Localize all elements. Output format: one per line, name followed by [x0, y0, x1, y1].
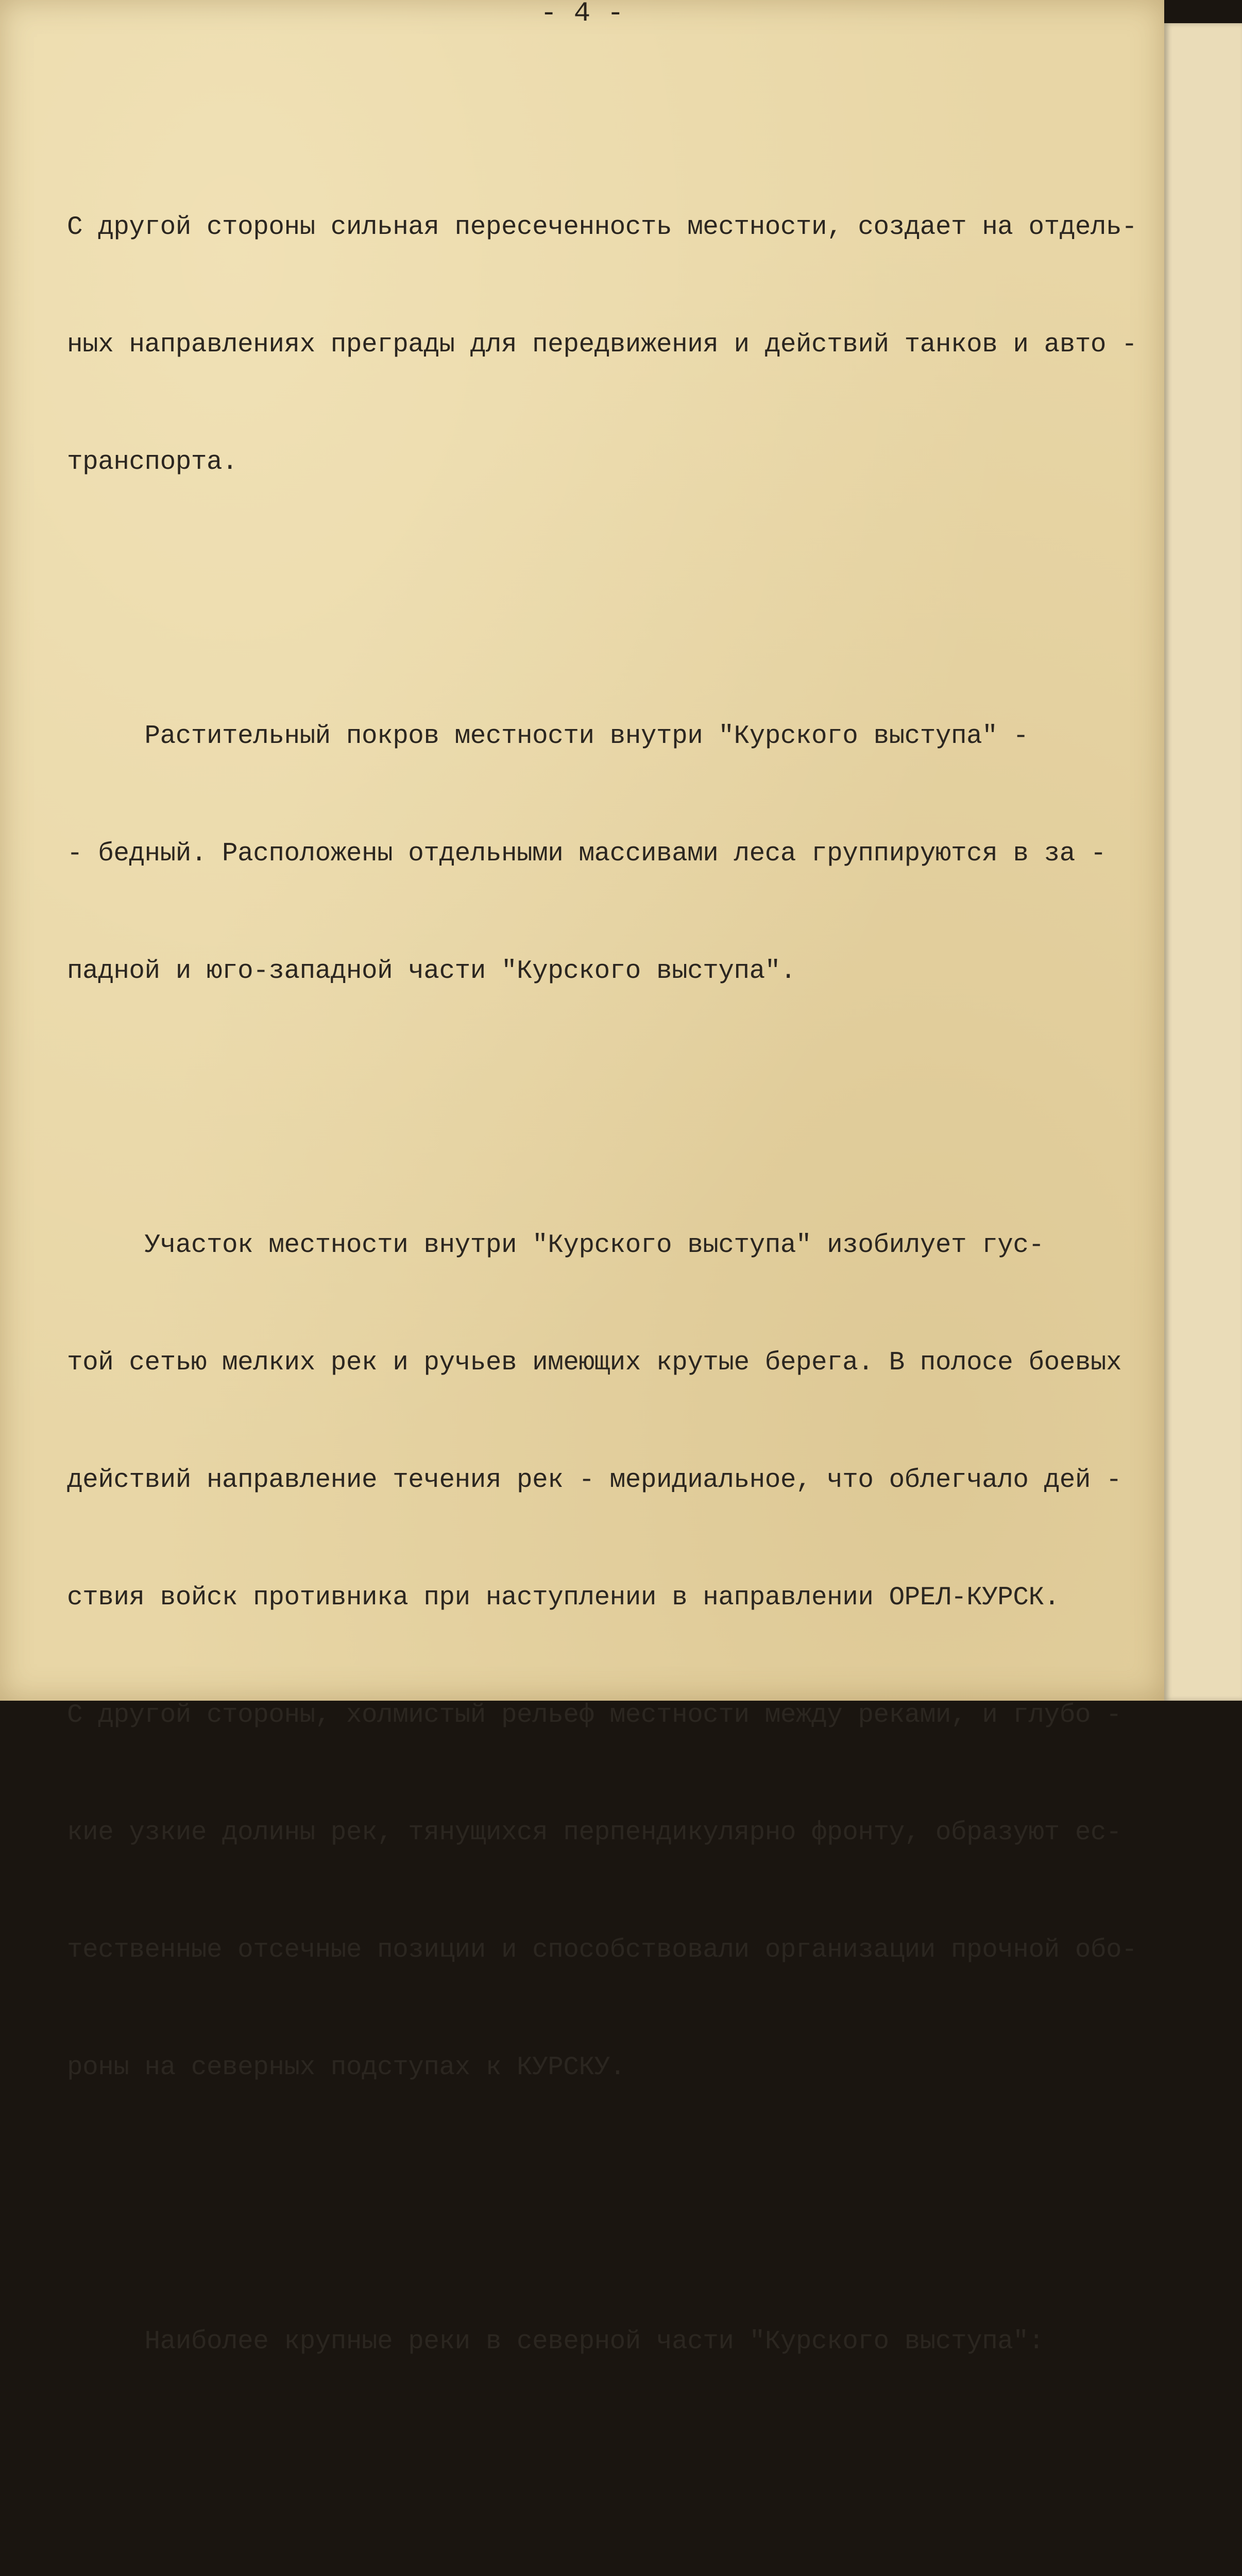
paragraph-3 [67, 1148, 1164, 2166]
text-line: действий направление течения рек - меридиальное, что облегчало дей - [67, 1466, 1122, 1495]
text-line: С другой стороны сильная пересеченность местности, создает на отдель- [67, 213, 1137, 242]
document-body [67, 52, 1164, 2576]
text-line: ствия войск противника при наступлении в направлении ОРЕЛ-КУРСК. [67, 1583, 1060, 1613]
text-line: Растительный покров местности внутри "Курского выступа" - [67, 722, 1029, 751]
backing-sheet [1164, 23, 1242, 1701]
text-line: транспорта. [67, 448, 238, 477]
paragraph-2 [67, 639, 1164, 1070]
text-line: тественные отсечные позиции и способствовали организации прочной обо- [67, 1936, 1137, 1965]
text-line: С другой стороны, холмистый рельеф местности между реками, и глубо - [67, 1701, 1122, 1730]
text-line: падной и юго-западной части "Курского выступа". [67, 957, 796, 986]
page-number: - 4 - [540, 0, 624, 29]
text-line: - бедный. Расположены отдельными массивами леса группируются в за - [67, 839, 1107, 869]
text-line: роны на северных подступах к КУРСКУ. [67, 2053, 625, 2082]
paragraph-5 [67, 2518, 1164, 2576]
text-line: той сетью мелких рек и ручьев имеющих крутые берега. В полосе боевых [67, 1348, 1122, 1378]
text-line: Наиболее крупные реки в северной части "Курского выступа": [67, 2327, 1044, 2357]
text-line: кие узкие долины рек, тянущихся перпендикулярно фронту, образуют ес- [67, 1818, 1122, 1848]
paragraph-1 [67, 130, 1164, 561]
text-line: ных направлениях преграды для передвижения и действий танков и авто - [67, 330, 1137, 360]
text-line: Участок местности внутри "Курского выступа" изобилует гус- [67, 1231, 1044, 1260]
paragraph-4 [67, 2244, 1164, 2440]
